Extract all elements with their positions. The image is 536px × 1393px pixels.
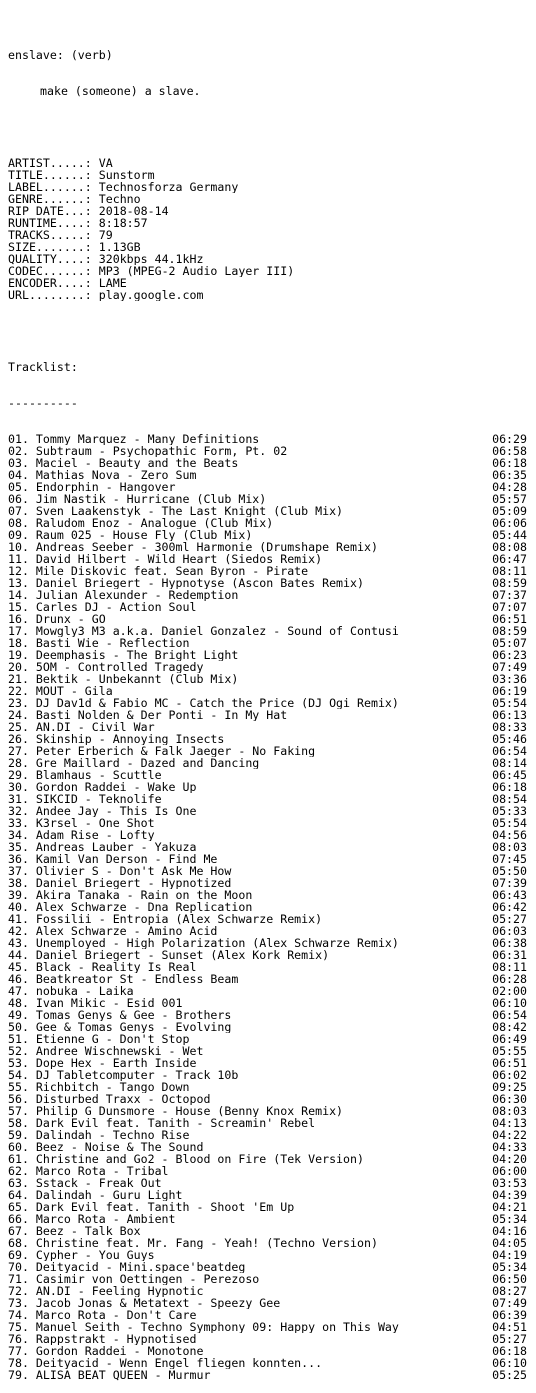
- track-duration: 07:37: [492, 589, 527, 601]
- track-title: 18. Basti Wie - Reflection: [8, 637, 190, 649]
- track-title: 60. Beez - Noise & The Sound: [8, 1141, 204, 1153]
- track-row: [8, 1033, 527, 1045]
- track-title: 15. Carles DJ - Action Soul: [8, 601, 197, 613]
- track-row: [8, 1057, 527, 1069]
- track-row: [8, 1345, 527, 1357]
- track-title: 21. Bektik - Unbekannt (Club Mix): [8, 673, 239, 685]
- track-title: 02. Subtraum - Psychopathic Form, Pt. 02: [8, 445, 288, 457]
- track-title: 14. Julian Alexunder - Redemption: [8, 589, 239, 601]
- info-value: 2018-08-14: [98, 205, 169, 217]
- track-row: [8, 1261, 527, 1273]
- track-duration: 05:27: [492, 913, 527, 925]
- track-title: 67. Beez - Talk Box: [8, 1225, 141, 1237]
- track-row: [8, 1069, 527, 1081]
- track-row: [8, 841, 527, 853]
- info-row: [8, 253, 536, 265]
- info-key: TRACKS.....:: [8, 229, 99, 241]
- track-title: 61. Christine and Go2 - Blood on Fire (Tek Version): [8, 1153, 364, 1165]
- info-value: Techno: [98, 193, 141, 205]
- track-row: [8, 781, 527, 793]
- track-row: [8, 1129, 527, 1141]
- track-duration: 06:28: [492, 973, 527, 985]
- track-duration: 06:18: [492, 1345, 527, 1357]
- track-duration: 05:34: [492, 1213, 527, 1225]
- track-row: [8, 1285, 527, 1297]
- track-duration: 06:19: [492, 685, 527, 697]
- track-title: 76. Rappstrakt - Hypnotised: [8, 1333, 197, 1345]
- track-duration: 06:10: [492, 1357, 527, 1369]
- track-duration: 06:54: [492, 745, 527, 757]
- track-row: [8, 757, 527, 769]
- info-value: 79: [98, 229, 113, 241]
- info-row: [8, 205, 536, 217]
- track-row: [8, 589, 527, 601]
- info-key: QUALITY....:: [8, 253, 99, 265]
- info-row: [8, 241, 536, 253]
- track-duration: 05:50: [492, 865, 527, 877]
- info-key: TITLE......:: [8, 169, 99, 181]
- track-title: 33. K3rsel - One Shot: [8, 817, 155, 829]
- info-key: ENCODER....:: [8, 277, 99, 289]
- track-duration: 05:46: [492, 733, 527, 745]
- track-duration: 08:54: [492, 793, 527, 805]
- track-row: [8, 469, 527, 481]
- track-row: [8, 1165, 527, 1177]
- track-title: 40. Alex Schwarze - Dna Replication: [8, 901, 253, 913]
- track-duration: 06:47: [492, 553, 527, 565]
- track-title: 56. Disturbed Traxx - Octopod: [8, 1093, 211, 1105]
- track-duration: 04:28: [492, 481, 527, 493]
- track-row: [8, 1081, 527, 1093]
- track-duration: 06:49: [492, 1033, 527, 1045]
- track-row: [8, 853, 527, 865]
- track-title: 58. Dark Evil feat. Tanith - Screamin' Rebel: [8, 1117, 316, 1129]
- track-duration: 05:54: [492, 817, 527, 829]
- track-title: 50. Gee & Tomas Genys - Evolving: [8, 1021, 232, 1033]
- track-title: 22. MOUT - Gila: [8, 685, 113, 697]
- track-row: [8, 673, 527, 685]
- info-value: Technosforza Germany: [98, 181, 239, 193]
- track-duration: 06:03: [492, 925, 527, 937]
- tracklist-rule: ----------: [8, 397, 78, 409]
- track-duration: 05:09: [492, 505, 527, 517]
- info-row: [8, 193, 536, 205]
- track-title: 46. Beatkreator St - Endless Beam: [8, 973, 239, 985]
- track-row: [8, 1021, 527, 1033]
- track-duration: 08:33: [492, 721, 527, 733]
- track-row: [8, 817, 527, 829]
- track-row: [8, 493, 527, 505]
- track-row: [8, 1093, 527, 1105]
- track-title: 01. Tommy Marquez - Many Definitions: [8, 433, 260, 445]
- track-duration: 05:44: [492, 529, 527, 541]
- track-title: 26. Skinship - Annoying Insects: [8, 733, 225, 745]
- track-title: 20. 5OM - Controlled Tragedy: [8, 661, 204, 673]
- info-row: [8, 277, 536, 289]
- track-row: [8, 997, 527, 1009]
- spacer: [8, 325, 536, 337]
- track-title: 09. Raum 025 - House Fly (Club Mix): [8, 529, 253, 541]
- info-row: [8, 229, 536, 241]
- track-duration: 06:38: [492, 937, 527, 949]
- track-title: 68. Christine feat. Mr. Fang - Yeah! (Techno Version): [8, 1237, 378, 1249]
- track-duration: 06:23: [492, 649, 527, 661]
- track-row: [8, 1309, 527, 1321]
- track-duration: 03:36: [492, 673, 527, 685]
- track-duration: 08:14: [492, 757, 527, 769]
- track-duration: 07:39: [492, 877, 527, 889]
- track-title: 34. Adam Rise - Lofty: [8, 829, 155, 841]
- track-row: [8, 517, 527, 529]
- track-row: [8, 925, 527, 937]
- info-value: 320kbps 44.1kHz: [98, 253, 204, 265]
- track-row: [8, 577, 527, 589]
- track-row: [8, 901, 527, 913]
- track-duration: 08:59: [492, 625, 527, 637]
- track-row: [8, 481, 527, 493]
- track-row: [8, 1153, 527, 1165]
- track-duration: 05:33: [492, 805, 527, 817]
- track-row: [8, 1213, 527, 1225]
- track-row: [8, 445, 527, 457]
- track-title: 64. Dalindah - Guru Light: [8, 1189, 183, 1201]
- track-duration: 07:49: [492, 661, 527, 673]
- track-duration: 04:22: [492, 1129, 527, 1141]
- track-row: [8, 769, 527, 781]
- track-duration: 06:10: [492, 997, 527, 1009]
- track-title: 31. SIKCID - Teknolife: [8, 793, 162, 805]
- track-row: [8, 433, 527, 445]
- info-value: Sunstorm: [98, 169, 155, 181]
- track-title: 10. Andreas Seeber - 300ml Harmonie (Drumshape Remix): [8, 541, 378, 553]
- track-row: [8, 1009, 527, 1021]
- info-row: [8, 217, 536, 229]
- track-row: [8, 1045, 527, 1057]
- track-row: [8, 1177, 527, 1189]
- track-title: 36. Kamil Van Derson - Find Me: [8, 853, 218, 865]
- track-title: 71. Casimir von Oettingen - Perezoso: [8, 1273, 260, 1285]
- track-title: 19. Deemphasis - The Bright Light: [8, 649, 239, 661]
- track-row: [8, 661, 527, 673]
- track-title: 29. Blamhaus - Scuttle: [8, 769, 162, 781]
- info-value: VA: [98, 157, 113, 169]
- track-title: 37. Olivier S - Don't Ask Me How: [8, 865, 232, 877]
- track-duration: 04:13: [492, 1117, 527, 1129]
- track-row: [8, 877, 527, 889]
- track-row: [8, 553, 527, 565]
- track-row: [8, 961, 527, 973]
- track-title: 51. Etienne G - Don't Stop: [8, 1033, 190, 1045]
- track-title: 32. Andee Jay - This Is One: [8, 805, 197, 817]
- track-duration: 08:59: [492, 577, 527, 589]
- info-key: GENRE......:: [8, 193, 99, 205]
- track-duration: 06:51: [492, 1057, 527, 1069]
- track-duration: 05:07: [492, 637, 527, 649]
- track-row: [8, 1249, 527, 1261]
- track-duration: 09:25: [492, 1081, 527, 1093]
- track-duration: 04:39: [492, 1189, 527, 1201]
- info-key: ARTIST.....:: [8, 157, 99, 169]
- track-duration: 05:34: [492, 1261, 527, 1273]
- track-title: 12. Mile Diskovic feat. Sean Byron - Pirate: [8, 565, 309, 577]
- track-title: 27. Peter Erberich & Falk Jaeger - No Faking: [8, 745, 316, 757]
- track-row: [8, 1225, 527, 1237]
- track-title: 73. Jacob Jonas & Metatext - Speezy Gee: [8, 1297, 281, 1309]
- info-value: 8:18:57: [98, 217, 148, 229]
- track-duration: 08:03: [492, 841, 527, 853]
- track-title: 69. Cypher - You Guys: [8, 1249, 155, 1261]
- track-duration: 04:19: [492, 1249, 527, 1261]
- track-duration: 08:11: [492, 565, 527, 577]
- track-title: 63. Sstack - Freak Out: [8, 1177, 162, 1189]
- track-row: [8, 601, 527, 613]
- track-duration: 06:00: [492, 1165, 527, 1177]
- track-row: [8, 721, 527, 733]
- info-key: LABEL......:: [8, 181, 99, 193]
- track-row: [8, 985, 527, 997]
- track-title: 79. ALISA BEAT QUEEN - Murmur: [8, 1369, 211, 1381]
- track-title: 25. AN.DI - Civil War: [8, 721, 155, 733]
- track-title: 35. Andreas Lauber - Yakuza: [8, 841, 197, 853]
- track-row: [8, 541, 527, 553]
- track-row: [8, 1357, 527, 1369]
- track-duration: 08:42: [492, 1021, 527, 1033]
- info-key: CODEC......:: [8, 265, 99, 277]
- info-key: URL........:: [8, 289, 99, 301]
- track-title: 39. Akira Tanaka - Rain on the Moon: [8, 889, 253, 901]
- track-duration: 06:51: [492, 613, 527, 625]
- track-title: 05. Endorphin - Hangover: [8, 481, 176, 493]
- track-duration: 06:45: [492, 769, 527, 781]
- track-duration: 06:30: [492, 1093, 527, 1105]
- track-duration: 04:20: [492, 1153, 527, 1165]
- track-title: 28. Gre Maillard - Dazed and Dancing: [8, 757, 260, 769]
- track-title: 66. Marco Rota - Ambient: [8, 1213, 176, 1225]
- track-duration: 08:11: [492, 961, 527, 973]
- track-row: [8, 1273, 527, 1285]
- track-duration: 06:42: [492, 901, 527, 913]
- track-duration: 05:27: [492, 1333, 527, 1345]
- track-duration: 07:07: [492, 601, 527, 613]
- tracklist: [8, 433, 536, 1381]
- track-duration: 05:57: [492, 493, 527, 505]
- track-row: [8, 697, 527, 709]
- track-row: [8, 793, 527, 805]
- track-duration: 06:06: [492, 517, 527, 529]
- track-title: 78. Deityacid - Wenn Engel fliegen konnten...: [8, 1357, 323, 1369]
- track-row: [8, 949, 527, 961]
- info-row: [8, 169, 536, 181]
- track-duration: 06:54: [492, 1009, 527, 1021]
- track-title: 38. Daniel Briegert - Hypnotized: [8, 877, 232, 889]
- track-title: 03. Maciel - Beauty and the Beats: [8, 457, 239, 469]
- info-row: [8, 157, 536, 169]
- track-title: 11. David Hilbert - Wild Heart (Siedos Remix): [8, 553, 323, 565]
- track-duration: 04:33: [492, 1141, 527, 1153]
- track-row: [8, 1297, 527, 1309]
- definition-meaning: make (someone) a slave.: [40, 85, 201, 97]
- track-row: [8, 613, 527, 625]
- track-row: [8, 457, 527, 469]
- track-row: [8, 973, 527, 985]
- track-row: [8, 565, 527, 577]
- track-row: [8, 1189, 527, 1201]
- track-duration: 04:05: [492, 1237, 527, 1249]
- track-duration: 05:55: [492, 1045, 527, 1057]
- track-row: [8, 649, 527, 661]
- track-row: [8, 1117, 527, 1129]
- tracklist-heading: Tracklist:: [8, 361, 78, 373]
- track-title: 59. Dalindah - Techno Rise: [8, 1129, 190, 1141]
- track-row: [8, 745, 527, 757]
- track-duration: 07:49: [492, 1297, 527, 1309]
- track-duration: 06:50: [492, 1273, 527, 1285]
- track-duration: 02:00: [492, 985, 527, 997]
- track-duration: 06:13: [492, 709, 527, 721]
- track-row: [8, 505, 527, 517]
- track-row: [8, 889, 527, 901]
- track-duration: 06:39: [492, 1309, 527, 1321]
- track-title: 77. Gordon Raddei - Monotone: [8, 1345, 204, 1357]
- info-key: RIP DATE...:: [8, 205, 99, 217]
- track-title: 54. DJ Tabletcomputer - Track 10b: [8, 1069, 239, 1081]
- track-title: 65. Dark Evil feat. Tanith - Shoot 'Em Up: [8, 1201, 295, 1213]
- track-row: [8, 1201, 527, 1213]
- info-value: MP3 (MPEG-2 Audio Layer III): [98, 265, 295, 277]
- info-key: SIZE.......:: [8, 241, 99, 253]
- track-duration: 04:56: [492, 829, 527, 841]
- track-title: 42. Alex Schwarze - Amino Acid: [8, 925, 218, 937]
- track-duration: 06:58: [492, 445, 527, 457]
- track-row: [8, 1141, 527, 1153]
- track-duration: 08:08: [492, 541, 527, 553]
- track-title: 06. Jim Nastik - Hurricane (Club Mix): [8, 493, 267, 505]
- track-title: 04. Mathias Nova - Zero Sum: [8, 469, 197, 481]
- track-duration: 06:18: [492, 781, 527, 793]
- track-title: 24. Basti Nolden & Der Ponti - In My Hat: [8, 709, 288, 721]
- track-duration: 06:18: [492, 457, 527, 469]
- track-title: 74. Marco Rota - Don't Care: [8, 1309, 197, 1321]
- track-duration: 06:35: [492, 469, 527, 481]
- track-title: 47. nobuka - Laika: [8, 985, 134, 997]
- track-duration: 07:45: [492, 853, 527, 865]
- track-row: [8, 709, 527, 721]
- info-key: RUNTIME....:: [8, 217, 99, 229]
- track-duration: 05:25: [492, 1369, 527, 1381]
- track-duration: 06:43: [492, 889, 527, 901]
- track-duration: 03:53: [492, 1177, 527, 1189]
- track-row: [8, 733, 527, 745]
- definition-headword: enslave: (verb): [8, 49, 113, 61]
- spacer: [8, 121, 536, 133]
- track-title: 16. Drunx - GO: [8, 613, 106, 625]
- track-duration: 05:54: [492, 697, 527, 709]
- track-title: 13. Daniel Briegert - Hypnotyse (Ascon Bates Remix): [8, 577, 364, 589]
- track-title: 52. Andree Wischnewski - Wet: [8, 1045, 204, 1057]
- track-title: 41. Fossilii - Entropia (Alex Schwarze Remix): [8, 913, 323, 925]
- track-title: 62. Marco Rota - Tribal: [8, 1165, 169, 1177]
- track-title: 55. Richbitch - Tango Down: [8, 1081, 190, 1093]
- track-title: 49. Tomas Genys & Gee - Brothers: [8, 1009, 232, 1021]
- track-duration: 08:03: [492, 1105, 527, 1117]
- track-row: [8, 1333, 527, 1345]
- track-row: [8, 805, 527, 817]
- track-title: 53. Dope Hex - Earth Inside: [8, 1057, 197, 1069]
- track-row: [8, 637, 527, 649]
- info-row: [8, 289, 536, 301]
- track-title: 70. Deityacid - Mini.space'beatdeg: [8, 1261, 246, 1273]
- track-duration: 06:02: [492, 1069, 527, 1081]
- track-row: [8, 685, 527, 697]
- info-value: LAME: [98, 277, 127, 289]
- track-title: 07. Sven Laakenstyk - The Last Knight (Club Mix): [8, 505, 344, 517]
- track-duration: 06:29: [492, 433, 527, 445]
- track-duration: 04:16: [492, 1225, 527, 1237]
- track-duration: 06:31: [492, 949, 527, 961]
- track-row: [8, 1321, 527, 1333]
- track-row: [8, 529, 527, 541]
- track-duration: 08:27: [492, 1285, 527, 1297]
- track-row: [8, 1105, 527, 1117]
- track-duration: 04:51: [492, 1321, 527, 1333]
- track-title: 43. Unemployed - High Polarization (Alex Schwarze Remix): [8, 937, 399, 949]
- track-duration: 04:21: [492, 1201, 527, 1213]
- track-title: 30. Gordon Raddei - Wake Up: [8, 781, 197, 793]
- track-title: 08. Raludom Enoz - Analogue (Club Mix): [8, 517, 274, 529]
- track-title: 48. Ivan Mikic - Esid 001: [8, 997, 183, 1009]
- track-row: [8, 937, 527, 949]
- track-row: [8, 1369, 527, 1381]
- track-title: 17. Mowgly3 M3 a.k.a. Daniel Gonzalez - Sound of Contusi: [8, 625, 399, 637]
- info-value: 1.13GB: [98, 241, 141, 253]
- track-title: 44. Daniel Briegert - Sunset (Alex Kork Remix): [8, 949, 330, 961]
- track-row: [8, 625, 527, 637]
- track-title: 57. Philip G Dunsmore - House (Benny Knox Remix): [8, 1105, 344, 1117]
- track-row: [8, 829, 527, 841]
- info-row: [8, 265, 536, 277]
- track-row: [8, 865, 527, 877]
- track-row: [8, 913, 527, 925]
- track-title: 45. Black - Reality Is Real: [8, 961, 197, 973]
- track-title: 75. Manuel Seith - Techno Symphony 09: Happy on This Way: [8, 1321, 399, 1333]
- info-value: play.google.com: [98, 289, 204, 301]
- track-title: 72. AN.DI - Feeling Hypnotic: [8, 1285, 204, 1297]
- track-title: 23. DJ Dav1d & Fabio MC - Catch the Price (DJ Ogi Remix): [8, 697, 399, 709]
- track-row: [8, 1237, 527, 1249]
- release-info: [8, 157, 536, 301]
- info-row: [8, 181, 536, 193]
